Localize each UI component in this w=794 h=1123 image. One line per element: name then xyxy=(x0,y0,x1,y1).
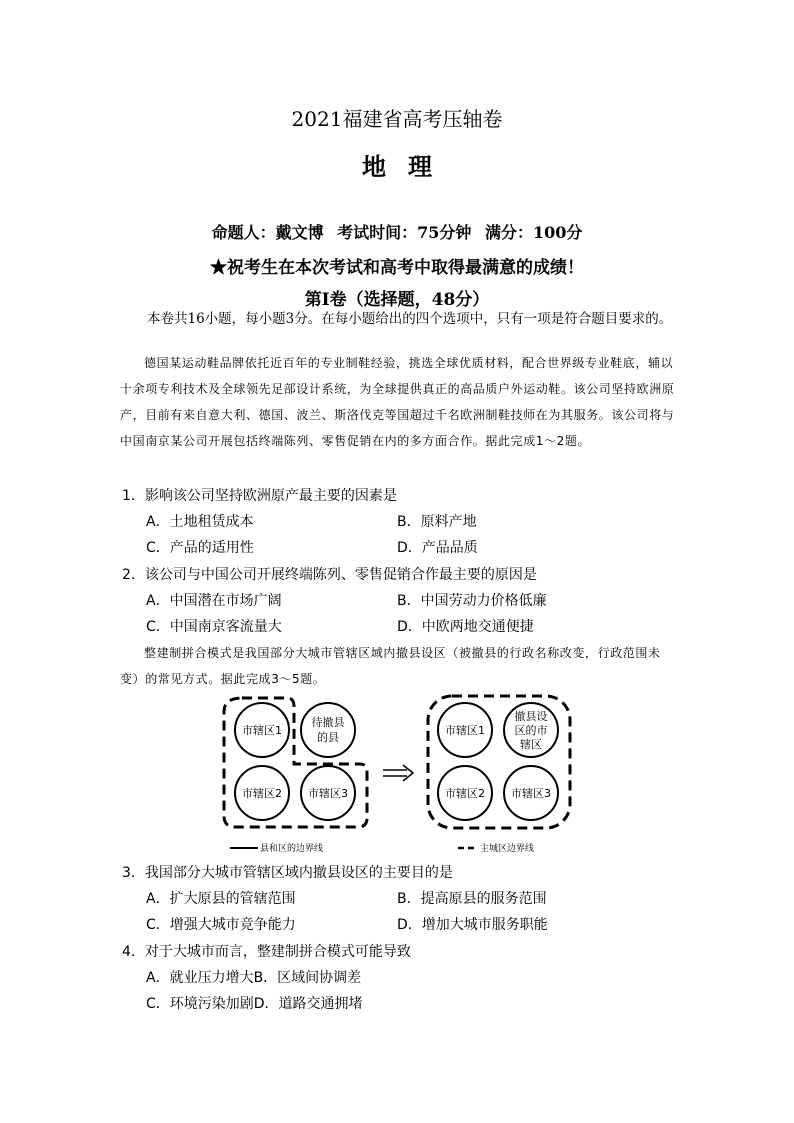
right-new-district-label-line1: 撤县设 xyxy=(514,710,548,723)
question-4-options-ab: A．就业压力增大B．区域间协调差 xyxy=(146,970,362,986)
section-heading: 第Ⅰ卷（选择题，48分） xyxy=(304,290,490,310)
question-1-option-c: C．产品的适用性 xyxy=(146,540,254,556)
question-3-option-c: C．增强大城市竞争能力 xyxy=(146,917,296,933)
left-county-circle xyxy=(301,703,355,757)
question-2-option-c: C．中国南京客流量大 xyxy=(146,619,282,635)
question-2-option-b: B．中国劳动力价格低廉 xyxy=(397,593,547,609)
left-district-3-label: 市辖区3 xyxy=(308,787,348,800)
question-1-stem: 1．影响该公司坚持欧洲原产最主要的因素是 xyxy=(122,488,397,504)
question-2-option-d: D．中欧两地交通便捷 xyxy=(397,619,534,635)
legend-solid-label: 县和区的边界线 xyxy=(260,844,324,854)
left-county-label-line1: 待撤县 xyxy=(311,716,345,729)
right-new-district-label-line3: 辖区 xyxy=(520,738,542,751)
wish-line: ★祝考生在本次考试和高考中取得最满意的成绩！ xyxy=(210,258,584,278)
instructions: 本卷共16小题，每小题3分。在每小题给出的四个选项中，只有一项是符合题目要求的。 xyxy=(147,311,673,327)
transform-arrow-icon xyxy=(383,765,413,781)
question-4-stem: 4．对于大城市而言，整建制拼合模式可能导致 xyxy=(122,944,411,960)
right-new-district-label-line2: 区的市 xyxy=(514,724,548,737)
author-line: 命题人：戴文博 考试时间：75分钟 满分：100分 xyxy=(211,223,583,242)
question-1-option-a: A．土地租赁成本 xyxy=(146,514,254,530)
left-county-label-line2: 的县 xyxy=(317,731,339,744)
right-district-2-label: 市辖区2 xyxy=(445,787,485,800)
left-district-1-label: 市辖区1 xyxy=(242,724,282,737)
right-district-3-label: 市辖区3 xyxy=(511,787,551,800)
question-1-option-d: D．产品品质 xyxy=(397,540,478,556)
question-3-stem: 3．我国部分大城市管辖区域内撤县设区的主要目的是 xyxy=(122,865,453,881)
left-district-2-label: 市辖区2 xyxy=(242,787,282,800)
question-4-options-cd: C．环境污染加剧D．道路交通拥堵 xyxy=(146,996,363,1012)
question-3-option-d: D．增加大城市服务职能 xyxy=(397,917,548,933)
question-2-stem: 2．该公司与中国公司开展终端陈列、零售促销合作最主要的原因是 xyxy=(122,567,537,583)
question-1-option-b: B．原料产地 xyxy=(397,514,477,530)
right-district-1-label: 市辖区1 xyxy=(445,724,485,737)
subject-title: 地理 xyxy=(362,152,454,181)
question-3-option-a: A．扩大原县的管辖范围 xyxy=(146,891,296,907)
material-passage-1: 德国某运动鞋品牌依托近百年的专业制鞋经验，挑选全球优质材料，配合世界级专业鞋底，辅以十余项专利技术及全球领先足部设计系统，为全球提供真正的高品质户外运动鞋。该公司坚持欧洲原产，目前有来自意大利、德国、波兰、斯洛伐克等国超过千名欧洲制鞋技师在为其服务。该公司将与中国南京某公司开展包括终端陈列、零售促销在内的多方面合作。据此完成1～2题。 xyxy=(120,356,675,448)
question-2-option-a: A．中国潜在市场广阔 xyxy=(146,593,282,609)
redistricting-diagram xyxy=(214,690,580,858)
question-3-option-b: B．提高原县的服务范围 xyxy=(397,891,547,907)
exam-title: 2021福建省高考压轴卷 xyxy=(291,107,503,131)
legend-dashed-label: 主城区边界线 xyxy=(480,844,535,854)
material-passage-2: 整建制拼合模式是我国部分大城市管辖区域内撤县设区（被撤县的行政名称改变，行政范围未变）的常见方式。据此完成3～5题。 xyxy=(120,646,661,686)
